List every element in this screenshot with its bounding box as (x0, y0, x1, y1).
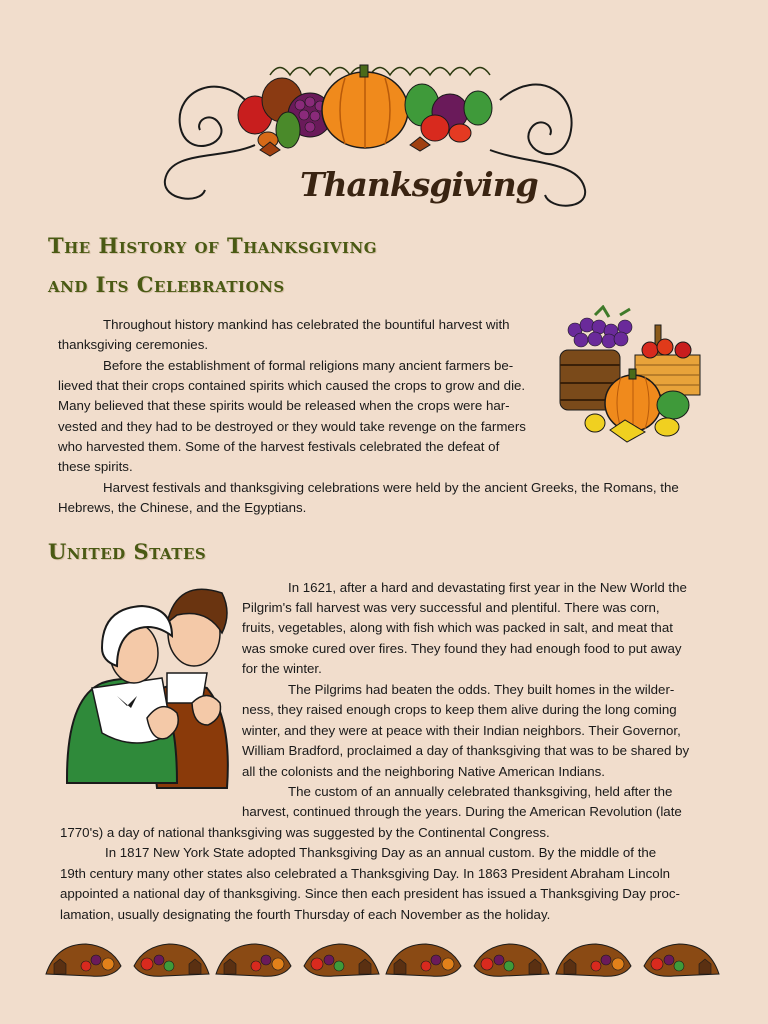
intro-line: thanksgiving ceremonies. (58, 337, 209, 352)
intro-line: lieved that their crops contained spirits which caused the crops to grow and die. (58, 378, 526, 393)
us-line: Pilgrim's fall harvest was very successful and plentiful. There was corn, (242, 600, 660, 615)
cornucopia-icon (134, 944, 209, 976)
intro-line: Throughout history mankind has celebrated the bountiful harvest with (103, 317, 510, 332)
us-line: William Bradford, proclaimed a day of thanksgiving that was to be shared by (242, 743, 690, 758)
us-line: The custom of an annually celebrated thanksgiving, held after the (288, 784, 673, 799)
cornucopia-icon (474, 944, 549, 976)
intro-line: vested and they had to be destroyed or they would take revenge on the farmers (58, 419, 526, 434)
us-line: for the winter. (242, 661, 322, 676)
cornucopia-icon (46, 944, 121, 976)
us-line: In 1621, after a hard and devastating first year in the New World the (288, 580, 687, 595)
intro-line: who harvested them. Some of the harvest festivals celebrated the defeat of (58, 439, 500, 454)
us-line: fruits, vegetables, along with fish which was packed in salt, and meat that (242, 620, 673, 635)
us-line: winter, and they were at peace with their Indian neighbors. Their Governor, (242, 723, 681, 738)
us-line: appointed a national day of thanksgiving. Since then each president has issued a Thanksgiving Day proc- (60, 886, 680, 901)
cornucopia-icon (556, 944, 631, 976)
cornucopia-icon (216, 944, 291, 976)
intro-line: Many believed that these spirits would be released when the crops were har- (58, 398, 510, 413)
intro-line: these spirits. (58, 459, 133, 474)
us-line: 19th century many other states also celebrated a Thanksgiving Day. In 1863 President Abraham Lincoln (60, 866, 671, 881)
us-line: harvest, continued through the years. During the American Revolution (late (242, 804, 682, 819)
banner-title: Thanksgiving (300, 165, 538, 204)
intro-line: Before the establishment of formal religions many ancient farmers be- (103, 358, 514, 373)
us-line: In 1817 New York State adopted Thanksgiving Day as an annual custom. By the middle of the (105, 845, 657, 860)
us-line: was smoke cured over fires. They found they had enough food to put away (242, 641, 682, 656)
cornucopia-border-art (44, 938, 724, 980)
us-line: The Pilgrims had beaten the odds. They built homes in the wilder- (288, 682, 675, 697)
harvest-basket-art (555, 305, 705, 445)
page-title-line-2: and Its Celebrations (48, 272, 285, 297)
us-line: lamation, usually designating the fourth Thursday of each November as the holiday. (60, 907, 551, 922)
us-line: 1770's) a day of national thanksgiving was suggested by the Continental Congress. (60, 825, 550, 840)
cornucopia-icon (304, 944, 379, 976)
cornucopia-icon (386, 944, 461, 976)
us-line: all the colonists and the neighboring Native American Indians. (242, 764, 605, 779)
intro-line: Hebrews, the Chinese, and the Egyptians. (58, 500, 307, 515)
section-heading-united-states: United States (48, 539, 207, 564)
pilgrims-praying-art (62, 578, 232, 803)
cornucopia-icon (644, 944, 719, 976)
us-line: ness, they raised enough crops to keep them alive during the long coming (242, 702, 677, 717)
page-title-line-1: The History of Thanksgiving (48, 233, 378, 258)
intro-line: Harvest festivals and thanksgiving celebrations were held by the ancient Greeks, the Romans, the (103, 480, 679, 495)
